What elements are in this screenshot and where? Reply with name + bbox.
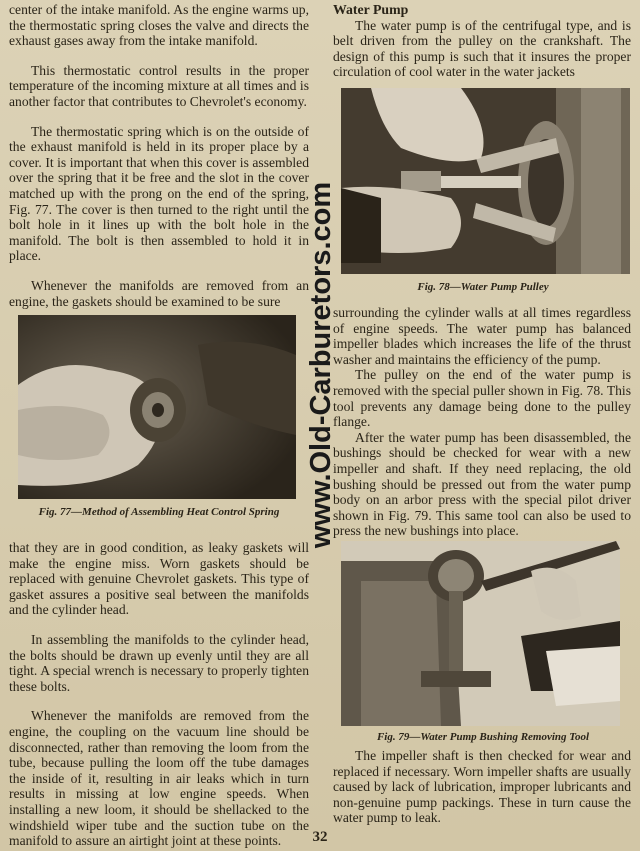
right-column-middle [333, 305, 631, 539]
paragraph: The impeller shaft is then checked for wear and replaced if necessary. Worn impeller shafts are usually caused by lack of lubrication, improper lubricants and non-genuine pump packings. These in turn cause the water pump to leak. [333, 748, 631, 826]
paragraph: In assembling the manifolds to the cylinder head, the bolts should be drawn up evenly until they are all tight. A special wrench is necessary to properly tighten these bolts. [9, 631, 309, 694]
paragraph: that they are in good condition, as leaky gaskets will make the engine miss. Worn gaskets should be replaced with genuine Chevrolet gaskets. This type of gasket assures a positive seal between the manifolds and the cylinder head. [9, 540, 309, 618]
paragraph: This thermostatic control results in the proper temperature of the incoming mixture at all times and is another factor that contributes to Chevrolet's economy. [9, 62, 309, 109]
fig79-photo [341, 541, 620, 726]
left-column-top [9, 2, 309, 309]
right-column-bottom [333, 748, 631, 826]
right-column-top [333, 2, 631, 80]
paragraph: center of the intake manifold. As the engine warms up, the thermostatic spring closes the valve and directs the exhaust gases away from the intake manifold. [9, 2, 309, 49]
paragraph: Whenever the manifolds are removed from the engine, the coupling on the vacuum line should be disconnected, rather than removing the loom from the tube, because pulling the loom off the tube damages the inside of it, resulting in air leaks which in turn results in missing at low engine speeds. When installing a new loom, it should be shellacked to the windshield wiper tube and the suction tube on the manifold to assure an airtight joint at these points. [9, 708, 309, 849]
paragraph: After the water pump has been disassembled, the bushings should be checked for wear with a new impeller and shaft. If they need replacing, the old bushing should be pressed out from the water pump body on an arbor press with the special pilot driver shown in Fig. 79. This same tool can also be used to press the new bushings into place. [333, 429, 631, 539]
fig79-caption: Fig. 79—Water Pump Bushing Removing Tool [376, 731, 590, 743]
paragraph: Whenever the manifolds are removed from an engine, the gaskets should be examined to be sure [9, 277, 309, 309]
fig78-caption: Fig. 78—Water Pump Pulley [417, 281, 549, 293]
paragraph: surrounding the cylinder walls at all times regardless of engine speeds. The water pump has balanced impeller blades which increases the life of the thrust washer and maintains the efficiency of the pump. [333, 305, 631, 367]
left-column-bottom [9, 540, 309, 849]
watermark-text: www.Old-Carburetors.com [305, 181, 337, 549]
fig78-photo [341, 88, 630, 274]
page-number: 32 [312, 829, 328, 845]
paragraph: The water pump is of the centrifugal type, and is belt driven from the pulley on the crankshaft. The design of this pump is such that it insures the proper circulation of cool water in the water jackets [333, 17, 631, 80]
section-heading: Water Pump [333, 2, 409, 17]
paragraph: The thermostatic spring which is on the outside of the exhaust manifold is held in its proper place by a cover. It is important that when this cover is assembled over the spring that it be free and the slot in the cover matched up with the prong on the end of the spring, Fig. 77. The cover is then turned to the right until the bolt hole in it lines up with the bolt hole in the manifold. The bolt is then assembled to hold it in place. [9, 123, 309, 264]
fig77-photo [18, 315, 296, 499]
fig77-caption: Fig. 77—Method of Assembling Heat Control Spring [38, 506, 280, 518]
paragraph: The pulley on the end of the water pump is removed with the special puller shown in Fig. 78. This tool prevents any damage being done to the pulley flange. [333, 367, 631, 430]
